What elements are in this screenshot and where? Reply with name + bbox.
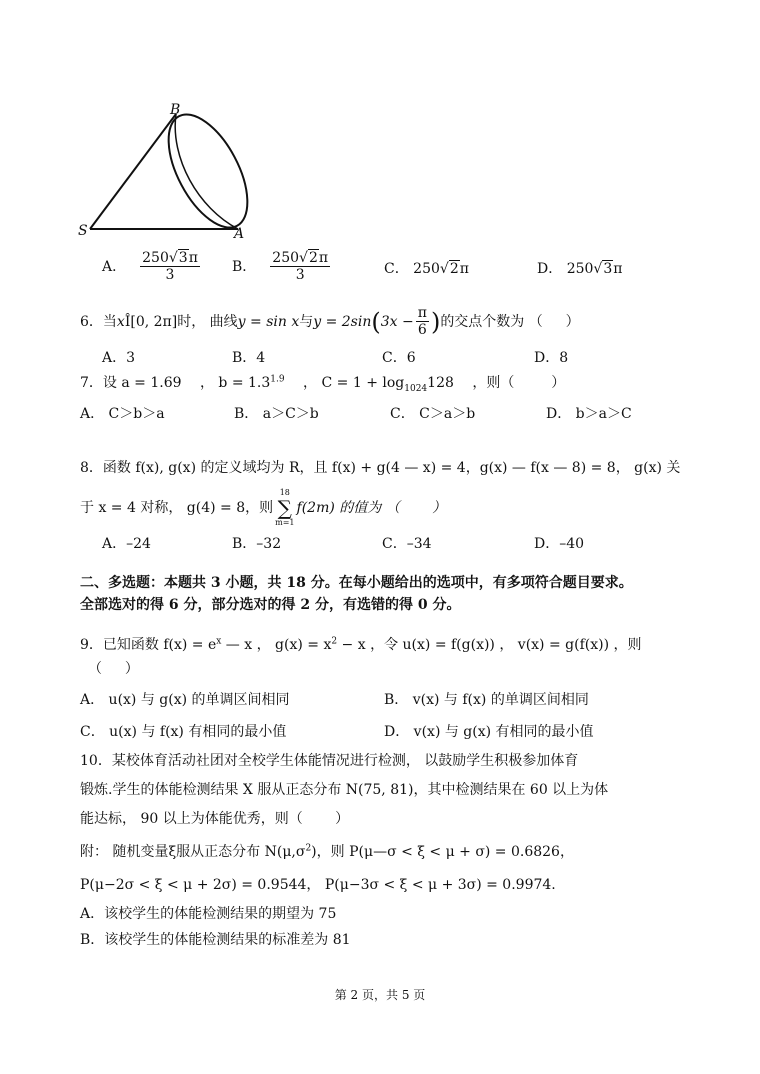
label-b: B xyxy=(170,102,181,118)
q9-option-c: C． u(x) 与 f(x) 有相同的最小值 xyxy=(80,724,287,740)
q7-option-d: D． b＞a＞C xyxy=(546,406,632,422)
q8-option-c: C．–34 xyxy=(382,536,432,552)
q9-option-b: B． v(x) 与 f(x) 的单调区间相同 xyxy=(384,692,589,708)
q5-option-d: D． 250√3π xyxy=(537,261,623,277)
cone-figure xyxy=(78,98,258,244)
page-footer: 第 2 页，共 5 页 xyxy=(334,988,426,1002)
q10-option-a: A．该校学生的体能检测结果的期望为 75 xyxy=(80,906,337,922)
q5-option-b: B． $\frac{250√2\pi}{3}$ xyxy=(232,250,329,283)
summation-symbol: 18 ∑ m=1 xyxy=(275,488,295,527)
q6-stem: 6．当 x Î [0, 2π] 时， 曲线 y = sin x 与 y = 2sin ( 3x − $\frac{\pi}{6}$ ) 的交点个数为 （ ） xyxy=(80,305,580,338)
label-s: S xyxy=(78,223,88,239)
q8-option-d: D．–40 xyxy=(534,536,585,552)
q7-option-b: B． a＞C＞b xyxy=(234,406,319,422)
q6-option-b: B．4 xyxy=(232,350,266,366)
q9-stem-line2: （ ） xyxy=(88,661,139,677)
q8-stem-line1: 8．函数 f(x), g(x) 的定义域均为 R，且 f(x) + g(4 — x) = 4，g(x) — f(x — 8) = 8， g(x) 关 xyxy=(80,460,681,476)
q7-option-c: C． C＞a＞b xyxy=(390,406,476,422)
q6-option-d: D．8 xyxy=(534,350,569,366)
q7-option-a: A． C＞b＞a xyxy=(80,406,165,422)
q10-stem-line2: 锻炼.学生的体能检测结果 X 服从正态分布 N(75, 81)，其中检测结果在 60 以上为体 xyxy=(80,782,609,798)
q9-option-a: A． u(x) 与 g(x) 的单调区间相同 xyxy=(80,692,290,708)
q8-option-a: A．–24 xyxy=(102,536,151,552)
section2-heading-line1: 二、多选题：本题共 3 小题，共 18 分。在每小题给出的选项中，有多项符合题目要求。 xyxy=(80,575,633,591)
q7-stem: 7．设 a = 1.69 ， $b = 1.3^{1.9}$ ， $C = 1 + \log_{1024}128$ ，则（ ） xyxy=(80,374,566,394)
cone-inner-curve xyxy=(175,114,238,229)
q5-option-c: C． 250√2π xyxy=(384,261,469,277)
q10-stem-line1: 10．某校体育活动社团对全校学生体能情况进行检测， 以鼓励学生积极参加体育 xyxy=(80,753,579,769)
q10-stem-line3: 能达标， 90 以上为体能优秀，则（ ） xyxy=(80,811,350,827)
q8-option-b: B．–32 xyxy=(232,536,282,552)
q9-option-d: D． v(x) 与 g(x) 有相同的最小值 xyxy=(384,724,594,740)
q10-appendix-line2: P(μ−2σ < ξ < μ + 2σ) = 0.9544， P(μ−3σ < ξ < μ + 3σ) = 0.9974. xyxy=(80,877,556,893)
q8-stem-line2: 于 x = 4 对称， g(4) = 8，则 18 ∑ m=1 f(2m) 的值为 （ ） xyxy=(80,488,447,527)
q10-option-b: B．该校学生的体能检测结果的标准差为 81 xyxy=(80,932,351,948)
q9-stem-line1: 9．已知函数 $f(x) = e^x$ — x ， $g(x) = x^2 - x$ ，令 u(x) = f(g(x)) ， v(x) = g(f(x)) ，则 xyxy=(80,636,642,653)
label-a: A xyxy=(234,226,245,242)
section2-heading-line2: 全部选对的得 6 分，部分选对的得 2 分，有选错的得 0 分。 xyxy=(80,597,461,613)
q5-option-a: A． $\frac{250√3\pi}{3}$ xyxy=(102,250,198,283)
q6-option-a: A．3 xyxy=(102,350,136,366)
q6-option-c: C．6 xyxy=(382,350,416,366)
q10-appendix-line1: 附： 随机变量ξ服从正态分布 $N(\mu,\sigma^2)$，则 P(μ—σ < ξ < μ + σ) = 0.6826， xyxy=(80,843,574,860)
cone-edge-sb xyxy=(90,114,176,229)
